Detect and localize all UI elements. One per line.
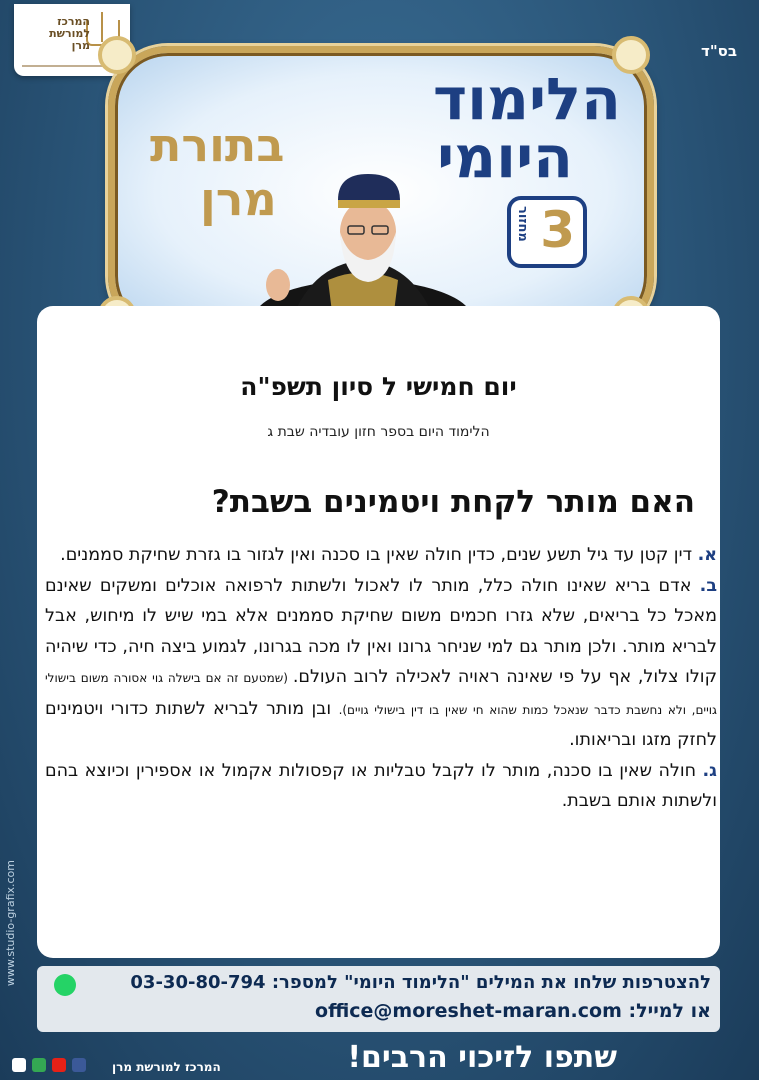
paragraph-b: ב. אדם בריא שאינו חולה כלל, מותר לו לאכול ולשתות לרפואה אוכלים ומשקים שאינם מאכל כל בריאים, שלא גזרו חכמים משום שחיקת סממנים אלא במי שיש לו מיחוש, אבל לבריא מותר. ולכן מותר גם למי שניחר גרונו ואין לו מכה בגרונו, לגמוע ביצה חיה, כדי שיהיה קולו צלול, אף על פי שאינה ראויה לאכילה לרוב העולם. (שמטעם זה אם בישלה גוי אסורה משום בישולי גויים, ולא נחשבת כדבר שנאכל כמות שהוא חי שאין בו דין בישולי גויים). ובן מותר לבריא לשתות כדורי ויטמינים לחזק מזגו ובריאותו. — [45, 575, 717, 750]
banner-title-line3: בתורת — [150, 118, 285, 172]
hebrew-date: יום חמישי ל סיון תשפ"ה — [240, 372, 517, 401]
question-title: האם מותר לקחת ויטמינים בשבת? — [211, 484, 695, 520]
paragraph-c: ג. חולה שאין בו סכנה, מותר לו לקבל טבליות או קפסולות אקמול או אספירין וכיוצא בהם ולשתות אותם בשבת. — [45, 760, 717, 811]
logo-text: המרכז למורשת מרן — [49, 15, 90, 52]
banner-title-line2: היומי — [437, 123, 573, 191]
bsd-label: בס"ד — [701, 42, 737, 60]
banner-title-line4: מרן — [200, 172, 277, 226]
paragraph-a: א. דין קטן עד גיל תשע שנים, כדין חולה שאין בו סכנה ואין לגזור בו גזרת שחיקת סממנים. — [60, 545, 717, 565]
cycle-label: מחזור — [515, 206, 530, 242]
youtube-icon[interactable] — [52, 1058, 66, 1072]
ornament-top-left-icon — [98, 36, 136, 74]
cycle-number: 3 — [540, 201, 575, 259]
contact-phone-line[interactable]: להצטרפות שלחו את המילים "הלימוד היומי" למספר: 03-30-80-794 — [130, 972, 711, 993]
footer-org-name: המרכז למורשת מרן — [112, 1060, 221, 1074]
facebook-icon[interactable] — [72, 1058, 86, 1072]
studio-watermark: www.studio-grafix.com — [4, 860, 17, 987]
google-icon[interactable] — [12, 1058, 26, 1072]
whatsapp-icon[interactable] — [54, 974, 76, 996]
halacha-text — [45, 540, 717, 817]
cycle-badge — [507, 196, 587, 268]
contact-email-line[interactable]: או למייל: office@moreshet-maran.com — [315, 1000, 711, 1022]
share-slogan: שתפו לזיכוי הרבים! — [347, 1040, 617, 1075]
banner-title-line1: הלימוד — [433, 65, 621, 133]
study-source: הלימוד היום בספר חזון עובדיה שבת ג — [267, 424, 490, 440]
google-play-icon[interactable] — [32, 1058, 46, 1072]
